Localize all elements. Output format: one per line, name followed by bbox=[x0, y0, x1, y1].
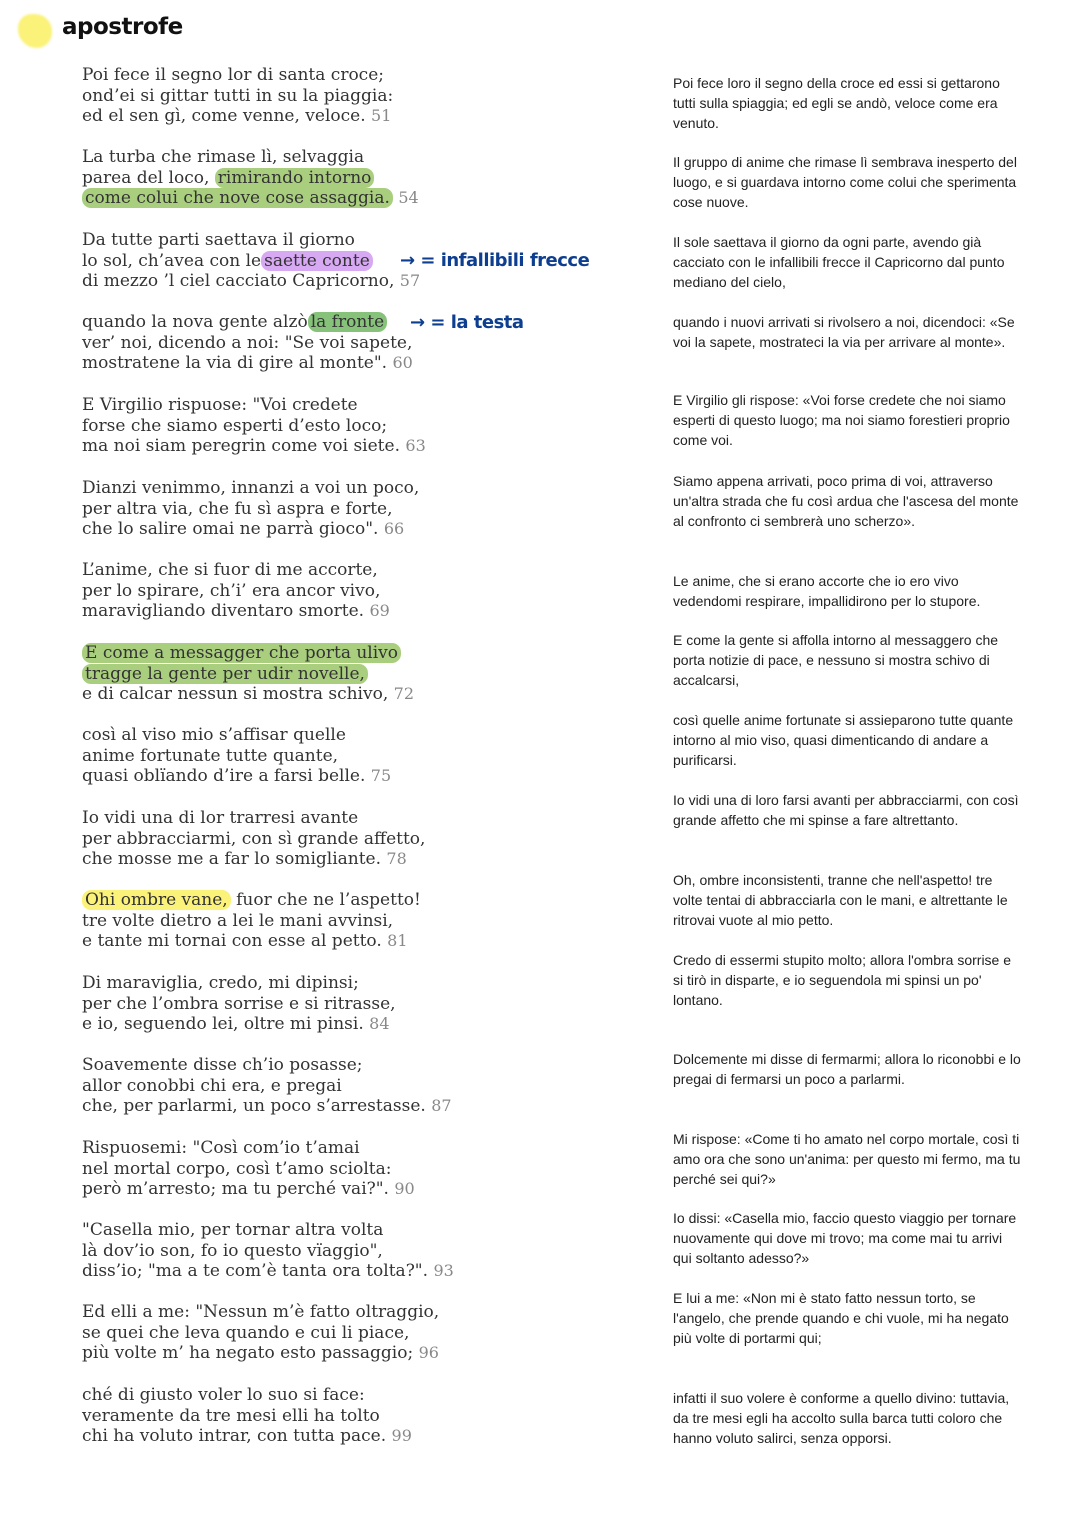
line-number: 72 bbox=[393, 684, 415, 704]
verse-text: allor conobbi chi era, e pregai bbox=[82, 1075, 342, 1096]
verse-text: così al viso mio s’affisar quelle bbox=[82, 725, 346, 745]
translation-paragraph: Mi rispose: «Come ti ho amato nel corpo mortale, così ti amo ora che sono un'anima: per questo mi fermo, ma tu perché sei qui?» bbox=[673, 1131, 1021, 1187]
verse-line bbox=[82, 436, 426, 457]
line-number: 63 bbox=[405, 436, 426, 456]
verse-line bbox=[82, 684, 414, 705]
verse-stanza bbox=[82, 725, 391, 787]
verse-text: mostratene la via di gire al monte". bbox=[82, 353, 388, 374]
verse-line bbox=[82, 1014, 396, 1035]
verse-text: e di calcar nessun si mostra schivo, bbox=[82, 684, 389, 705]
verse-text: parea del loco, bbox=[82, 167, 215, 188]
verse-text: Da tutte parti saettava il giorno bbox=[82, 230, 355, 250]
translation-paragraph: Il gruppo di anime che rimase lì sembrava inesperto del luogo, e si guardava intorno come colui che sperimenta cose nuove. bbox=[673, 154, 1017, 210]
highlight-green: E come a messagger che porta ulivo bbox=[82, 643, 401, 663]
line-number: 60 bbox=[392, 353, 413, 373]
verse-stanza bbox=[82, 1138, 415, 1200]
verse-stanza bbox=[82, 1385, 412, 1447]
verse-line bbox=[82, 1385, 412, 1406]
verse-line bbox=[82, 1261, 454, 1282]
highlight-green: come colui che nove cose assaggia. bbox=[82, 188, 393, 208]
verse-line bbox=[82, 188, 419, 209]
annotation-saette: → = infallibili frecce bbox=[400, 250, 590, 271]
verse-line bbox=[82, 499, 419, 520]
translation-paragraph: E come la gente si affolla intorno al messaggero che porta notizie di pace, e nessuno si mostra schivo di accalcarsi, bbox=[673, 632, 999, 688]
verse-line bbox=[82, 271, 420, 292]
line-number: 87 bbox=[431, 1096, 452, 1116]
verse-text: Poi fece il segno lor di santa croce; bbox=[82, 65, 384, 85]
line-number: 57 bbox=[399, 271, 421, 291]
line-number: 69 bbox=[369, 601, 390, 621]
verse-stanza bbox=[82, 973, 396, 1035]
verse-line bbox=[82, 911, 421, 932]
verse-line bbox=[82, 168, 419, 189]
verse-line bbox=[82, 1406, 412, 1427]
verse-line bbox=[82, 312, 413, 333]
verse-stanza bbox=[82, 643, 414, 705]
verse-line bbox=[82, 1426, 412, 1447]
verse-text: fuor che ne l’aspetto! bbox=[230, 890, 421, 910]
verse-line bbox=[82, 106, 393, 127]
verse-text: Soavemente disse ch’io posasse; bbox=[82, 1055, 363, 1075]
verse-line bbox=[82, 65, 393, 86]
verse-text: che, per parlarmi, un poco s’arrestasse. bbox=[82, 1096, 426, 1117]
line-number: 51 bbox=[371, 106, 392, 126]
verse-stanza bbox=[82, 395, 426, 457]
verse-line bbox=[82, 1343, 439, 1364]
verse-line bbox=[82, 1159, 415, 1180]
handwritten-title: apostrofe bbox=[62, 14, 183, 40]
verse-line bbox=[82, 808, 425, 829]
verse-text: e tante mi tornai con esse al petto. bbox=[82, 931, 382, 952]
verse-text: L’anime, che si fuor di me accorte, bbox=[82, 560, 378, 580]
translation-paragraph: quando i nuovi arrivati si rivolsero a noi, dicendoci: «Se voi la sapete, mostrateci la via per arrivare al monte». bbox=[673, 314, 1015, 350]
highlight-green: la fronte bbox=[308, 312, 387, 332]
highlight-yellow: Ohi ombre vane, bbox=[82, 890, 231, 910]
verse-line bbox=[82, 353, 413, 374]
verse-line bbox=[82, 931, 421, 952]
verse-text: che mosse me a far lo somigliante. bbox=[82, 849, 382, 870]
verse-stanza bbox=[82, 1055, 452, 1117]
line-number: 78 bbox=[386, 849, 407, 869]
line-number: 90 bbox=[394, 1179, 415, 1199]
verse-text: ché di giusto voler lo suo si face: bbox=[82, 1385, 365, 1405]
verse-text: forse che siamo esperti d’esto loco; bbox=[82, 415, 388, 436]
verse-line bbox=[82, 890, 421, 911]
verse-stanza bbox=[82, 147, 419, 209]
highlight-green: rimirando intorno bbox=[215, 168, 375, 188]
translation-paragraph: Credo di essermi stupito molto; allora l'ombra sorrise e si tirò in disparte, e io seguendola mi spinsi un po' lontano. bbox=[673, 952, 1012, 1008]
verse-text: però m’arresto; ma tu perché vai?". bbox=[82, 1179, 389, 1200]
verse-text: E Virgilio rispuose: "Voi credete bbox=[82, 395, 358, 415]
verse-text: diss’io; "ma a te com’è tanta ora tolta?". bbox=[82, 1261, 429, 1282]
verse-text: che lo salire omai ne parrà gioco". bbox=[82, 519, 379, 540]
translation-paragraph: Io dissi: «Casella mio, faccio questo viaggio per tornare nuovamente qui dove mi trovo; ma come mai tu arrivi qui soltanto adesso?» bbox=[673, 1210, 1017, 1266]
translation-paragraph: E Virgilio gli rispose: «Voi forse credete che noi siamo esperti di questo luogo; ma noi siamo forestieri proprio come voi. bbox=[673, 392, 1010, 448]
verse-line bbox=[82, 416, 426, 437]
verse-line bbox=[82, 601, 390, 622]
line-number: 81 bbox=[387, 931, 408, 951]
translation-paragraph: Siamo appena arrivati, poco prima di voi, attraverso un'altra strada che fu così ardua che l'ascesa del monte al confronto ci sembrerà uno scherzo». bbox=[673, 473, 1019, 529]
translation-paragraph: infatti il suo volere è conforme a quello divino: tuttavia, da tre mesi egli ha accolto sulla barca tutti coloro che hanno voluto salirci, senza opporsi. bbox=[673, 1390, 1010, 1446]
verse-text: là dov’io son, fo io questo vïaggio", bbox=[82, 1240, 383, 1261]
verse-line bbox=[82, 1179, 415, 1200]
verse-line bbox=[82, 766, 391, 787]
verse-stanza bbox=[82, 560, 390, 622]
verse-line bbox=[82, 994, 396, 1015]
verse-stanza bbox=[82, 230, 420, 292]
verse-line bbox=[82, 1241, 454, 1262]
line-number: 54 bbox=[398, 188, 419, 208]
translation-paragraph: Le anime, che si erano accorte che io ero vivo vedendomi respirare, impallidirono per lo stupore. bbox=[673, 573, 981, 609]
translation-paragraph: Dolcemente mi disse di fermarmi; allora lo riconobbi e lo pregai di fermarsi un poco a parlarmi. bbox=[673, 1051, 1021, 1087]
verse-line bbox=[82, 849, 425, 870]
verse-stanza bbox=[82, 808, 425, 870]
verse-text: per lo spirare, ch’i’ era ancor vivo, bbox=[82, 580, 381, 601]
verse-line bbox=[82, 581, 390, 602]
verse-line bbox=[82, 746, 391, 767]
translation-paragraph: Il sole saettava il giorno da ogni parte, avendo già cacciato con le infallibili frecce il Capricorno dal punto mediano del cielo, bbox=[673, 234, 1005, 290]
verse-line bbox=[82, 1096, 452, 1117]
line-number: 96 bbox=[418, 1343, 439, 1363]
verse-line bbox=[82, 1220, 454, 1241]
annotation-fronte: → = la testa bbox=[410, 312, 524, 333]
verse-stanza bbox=[82, 1302, 439, 1364]
verse-line bbox=[82, 829, 425, 850]
verse-line bbox=[82, 1302, 439, 1323]
verse-line bbox=[82, 147, 419, 168]
verse-text: quasi oblïando d’ire a farsi belle. bbox=[82, 766, 366, 787]
verse-text: per altra via, che fu sì aspra e forte, bbox=[82, 498, 393, 519]
translation-paragraph: così quelle anime fortunate si assieparono tutte quante intorno al mio viso, quasi dimenticando di andare a purificarsi. bbox=[673, 712, 1014, 768]
verse-text: veramente da tre mesi elli ha tolto bbox=[82, 1405, 380, 1426]
line-number: 99 bbox=[391, 1426, 412, 1446]
verse-text: ver’ noi, dicendo a noi: "Se voi sapete, bbox=[82, 332, 413, 353]
yellow-highlight-legend-swatch bbox=[18, 14, 52, 48]
verse-text: nel mortal corpo, così t’amo sciolta: bbox=[82, 1158, 392, 1179]
verse-stanza bbox=[82, 478, 419, 540]
verse-text: per che l’ombra sorrise e si ritrasse, bbox=[82, 993, 396, 1014]
verse-text: quando la nova gente alzò bbox=[82, 312, 308, 332]
verse-text: tre volte dietro a lei le mani avvinsi, bbox=[82, 910, 394, 931]
verse-line bbox=[82, 725, 391, 746]
verse-line bbox=[82, 230, 420, 251]
verse-text: Rispuosemi: "Così com’io t’amai bbox=[82, 1138, 360, 1158]
verse-line bbox=[82, 251, 420, 272]
translation-paragraph: Io vidi una di loro farsi avanti per abbracciarmi, con così grande affetto che mi spinse a fare altrettanto. bbox=[673, 792, 1019, 828]
verse-text: anime fortunate tutte quante, bbox=[82, 745, 339, 766]
verse-stanza bbox=[82, 890, 421, 952]
verse-text: ed el sen gì, come venne, veloce. bbox=[82, 106, 366, 127]
verse-line bbox=[82, 86, 393, 107]
verse-text: se quei che leva quando e cui li piace, bbox=[82, 1322, 410, 1343]
line-number: 66 bbox=[383, 519, 405, 539]
verse-stanza bbox=[82, 65, 393, 127]
verse-stanza bbox=[82, 312, 413, 374]
verse-text: di mezzo ’l ciel cacciato Capricorno, bbox=[82, 271, 395, 292]
verse-text: ma noi siam peregrin come voi siete. bbox=[82, 436, 400, 457]
translation-paragraph: Oh, ombre inconsistenti, tranne che nell'aspetto! tre volte tentai di abbracciarla con le mani, e altrettante le ritrovai vuote al mio petto. bbox=[673, 872, 1008, 928]
verse-line bbox=[82, 664, 414, 685]
verse-line bbox=[82, 395, 426, 416]
verse-line bbox=[82, 1138, 415, 1159]
verse-text: La turba che rimase lì, selvaggia bbox=[82, 147, 365, 167]
verse-text: Di maraviglia, credo, mi dipinsi; bbox=[82, 973, 359, 993]
verse-line bbox=[82, 643, 414, 664]
verse-line bbox=[82, 1323, 439, 1344]
verse-text: ond’ei si gittar tutti in su la piaggia: bbox=[82, 85, 394, 106]
translation-paragraph: E lui a me: «Non mi è stato fatto nessun torto, se l'angelo, che prende quando e chi vuole, mi ha negato più volte di portarmi qui; bbox=[673, 1290, 1009, 1346]
line-number: 84 bbox=[369, 1014, 390, 1034]
verse-text: chi ha voluto intrar, con tutta pace. bbox=[82, 1426, 387, 1447]
verse-text: per abbracciarmi, con sì grande affetto, bbox=[82, 828, 426, 849]
highlight-green: tragge la gente per udir novelle, bbox=[82, 664, 368, 684]
verse-text: maravigliando diventaro smorte. bbox=[82, 601, 365, 622]
verse-line bbox=[82, 560, 390, 581]
verse-text: lo sol, ch’avea con le bbox=[82, 250, 262, 271]
verse-text: Dianzi venimmo, innanzi a voi un poco, bbox=[82, 478, 420, 498]
verse-line bbox=[82, 973, 396, 994]
verse-line bbox=[82, 333, 413, 354]
verse-stanza bbox=[82, 1220, 454, 1282]
verse-text: e io, seguendo lei, oltre mi pinsi. bbox=[82, 1014, 364, 1035]
translation-paragraph: Poi fece loro il segno della croce ed essi si gettarono tutti sulla spiaggia; ed egli se andò, veloce come era venuto. bbox=[673, 75, 1000, 131]
verse-line bbox=[82, 519, 419, 540]
highlight-purple: saette conte bbox=[261, 251, 373, 271]
verse-line bbox=[82, 1076, 452, 1097]
line-number: 75 bbox=[370, 766, 392, 786]
line-number: 93 bbox=[433, 1261, 454, 1281]
verse-line bbox=[82, 1055, 452, 1076]
verse-text: più volte m’ ha negato esto passaggio; bbox=[82, 1343, 414, 1364]
verse-text: Io vidi una di lor trarresi avante bbox=[82, 808, 359, 828]
verse-text: Ed elli a me: "Nessun m’è fatto oltraggio, bbox=[82, 1302, 440, 1322]
verse-line bbox=[82, 478, 419, 499]
verse-text: "Casella mio, per tornar altra volta bbox=[82, 1220, 384, 1240]
